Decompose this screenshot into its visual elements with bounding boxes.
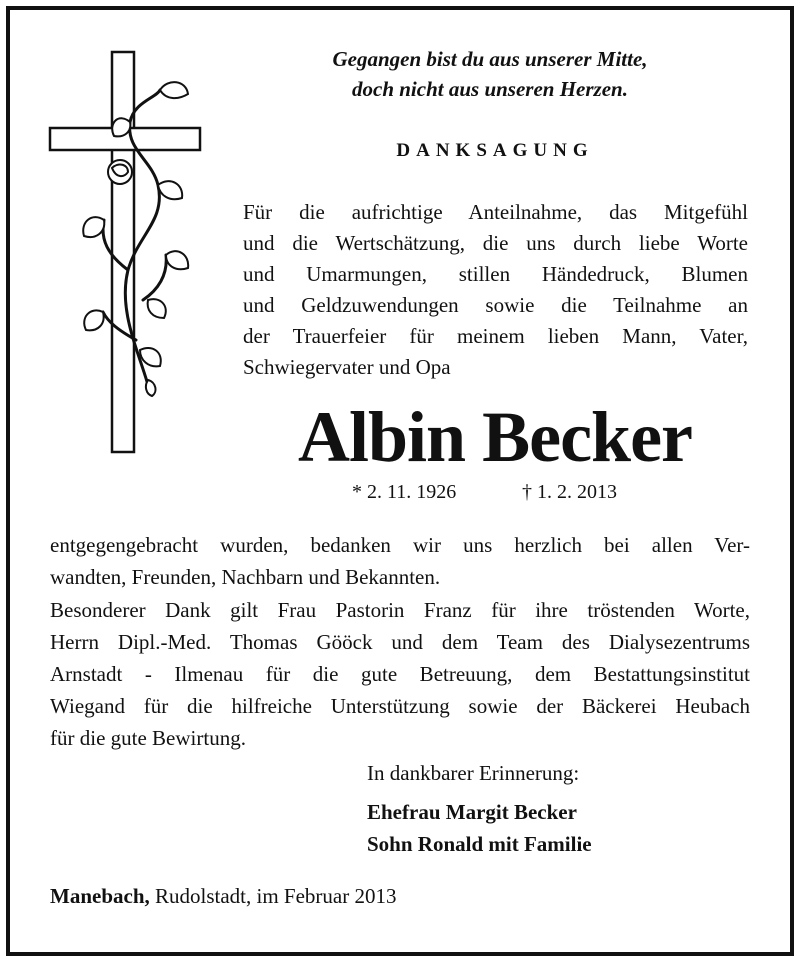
signers xyxy=(367,796,592,860)
paragraph-line: für die gute Bewirtung. xyxy=(50,726,246,750)
place-rest: Rudolstadt, im Februar 2013 xyxy=(149,884,397,908)
special-thanks-paragraph xyxy=(50,594,750,754)
intro-line: und Umarmungen, stillen Händedruck, Blumen xyxy=(243,262,748,286)
signer-name: Sohn Ronald mit Familie xyxy=(367,832,592,856)
motto-line: doch nicht aus unseren Herzen. xyxy=(352,77,628,101)
paragraph-line: wandten, Freunden, Nachbarn und Bekannten. xyxy=(50,565,441,589)
intro-line: und die Wertschätzung, die uns durch liebe Worte xyxy=(243,231,748,255)
deceased-name: Albin Becker xyxy=(298,397,692,477)
closing-phrase: In dankbarer Erinnerung: xyxy=(367,761,580,785)
paragraph-line: Herrn Dipl.-Med. Thomas Gööck und dem Team des Dialysezentrums xyxy=(50,630,750,654)
signer-name: Ehefrau Margit Becker xyxy=(367,800,577,824)
paragraph-line: Besonderer Dank gilt Frau Pastorin Franz für ihre tröstenden Worte, xyxy=(50,598,750,622)
intro-line: Für die aufrichtige Anteilnahme, das Mitgefühl xyxy=(243,200,748,224)
place-town: Manebach, xyxy=(50,884,150,908)
paragraph-line: entgegengebracht wurden, bedanken wir uns herzlich bei allen Ver- xyxy=(50,533,750,557)
thanks-paragraph xyxy=(50,529,750,593)
intro-line: der Trauerfeier für meinem lieben Mann, Vater, xyxy=(243,324,748,348)
intro-line: Schwiegervater und Opa xyxy=(243,355,451,379)
intro-text xyxy=(243,197,748,383)
cross-with-rose-icon xyxy=(48,50,208,460)
place-and-date xyxy=(50,884,396,909)
motto-line: Gegangen bist du aus unserer Mitte, xyxy=(332,47,648,71)
paragraph-line: Wiegand für die hilfreiche Unterstützung sowie der Bäckerei Heubach xyxy=(50,694,750,718)
intro-line: und Geldzuwendungen sowie die Teilnahme an xyxy=(243,293,748,317)
paragraph-line: Arnstadt - Ilmenau für die gute Betreuung, dem Bestattungsinstitut xyxy=(50,662,750,686)
birth-date: * 2. 11. 1926 xyxy=(352,481,457,503)
death-date: † 1. 2. 2013 xyxy=(522,481,617,503)
heading-danksagung: DANKSAGUNG xyxy=(396,140,594,161)
motto xyxy=(290,44,690,104)
